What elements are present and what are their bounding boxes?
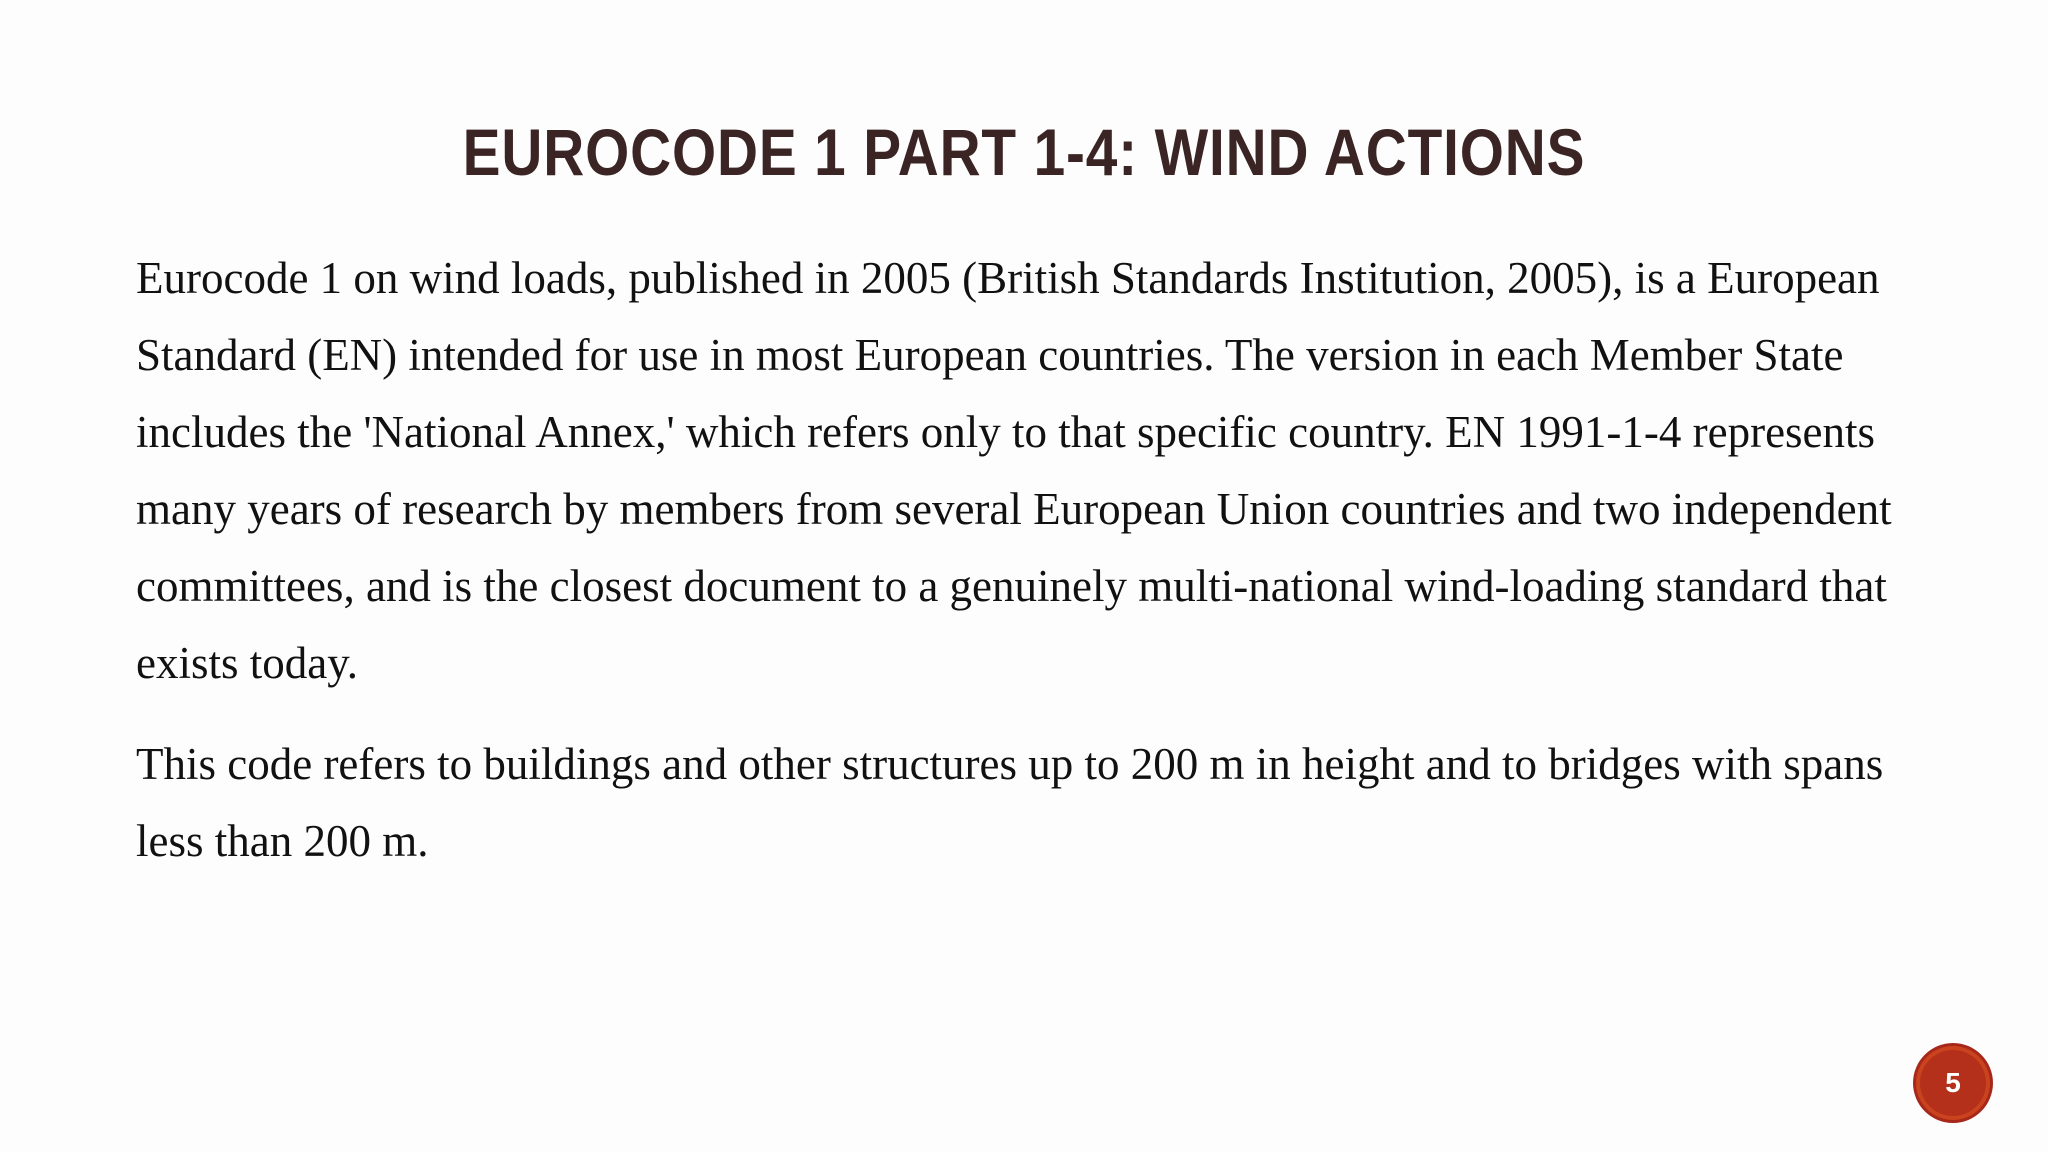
body-paragraph: Eurocode 1 on wind loads, published in 2005 (British Standards Institution, 2005), is a European Standard (EN) intended for use in most European countries. The version in each Member State includes the 'National Annex,' which refers only to that specific country. EN 1991-1-4 represents many years of research by members from several European Union countries and two independent committees, and is the closest document to a genuinely multi-national wind-loading standard that exists today.: [136, 253, 1892, 688]
slide-title: EUROCODE 1 PART 1-4: WIND ACTIONS: [462, 115, 1586, 189]
body-paragraph: This code refers to buildings and other structures up to 200 m in height and to bridges with spans less than 200 m.: [136, 739, 1884, 866]
page-number-badge: 5: [1916, 1046, 1990, 1120]
slide-body: [136, 240, 1926, 880]
